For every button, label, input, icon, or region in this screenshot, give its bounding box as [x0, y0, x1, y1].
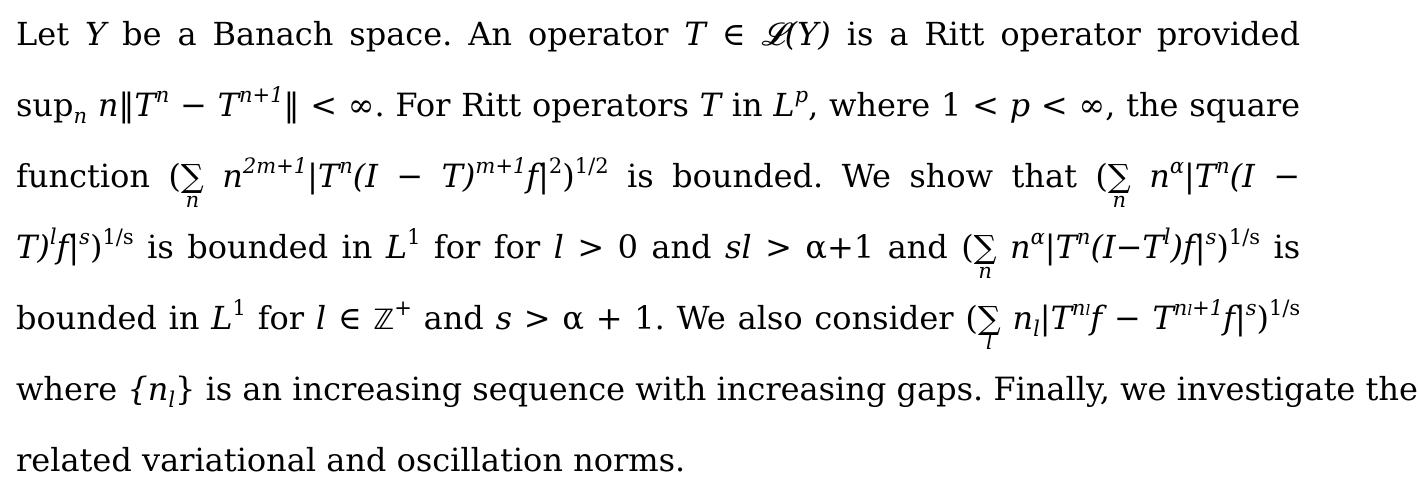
word: function — [16, 157, 150, 195]
math-expr: $L^p$, where 1 < p < ∞, the square — [773, 83, 1301, 124]
abstract-line-3 — [16, 154, 1301, 212]
abstract-line-5 — [16, 296, 1301, 354]
math-var: sl — [725, 228, 752, 266]
word: in — [731, 86, 763, 124]
text-segment: For Ritt operators — [395, 86, 689, 124]
math-expr: > α + 1. — [523, 299, 665, 337]
abstract-line-2 — [16, 83, 1301, 128]
text-segment: An operator — [468, 15, 669, 53]
math-expr: $\{n_l\}$ — [127, 370, 196, 412]
math-expr: > α+1 and — [765, 228, 948, 266]
word: and — [423, 299, 484, 337]
math-var: l — [553, 228, 564, 266]
text-segment: is a Ritt operator provided — [846, 15, 1301, 53]
word: where — [16, 370, 118, 408]
math-expr: (∑ l $n_l|T^{nl}f - T^{nl+1}f|^s)^{1/s}$ — [965, 296, 1301, 354]
math-expr: $L^1$ — [385, 225, 421, 266]
math-var: s — [495, 299, 512, 337]
math-symbol: ∈ — [721, 15, 746, 53]
math-expr: (∑ n $n^\alpha|T^n(I-T^l)f|^s)^{1/s}$ — [961, 225, 1261, 283]
text-segment: is bounded in — [147, 228, 373, 266]
text-segment: be a Banach space. — [122, 15, 453, 53]
text-segment: Finally, we investigate the — [993, 370, 1418, 408]
text-segment: We show that — [841, 157, 1077, 195]
word: Let — [16, 15, 70, 53]
abstract-line-7 — [16, 440, 1300, 480]
text-segment: is an increasing sequence with increasing gaps. — [205, 370, 984, 408]
text-segment: related variational and oscillation norms. — [16, 441, 686, 479]
text-segment: > 0 and — [577, 228, 712, 266]
math-expr: sup$_n$ $n‖T^n$ − $T^{n+1}‖$ < ∞. — [16, 83, 385, 128]
text-segment: We also consider — [676, 299, 954, 337]
word: for — [257, 299, 305, 337]
word: is — [1273, 228, 1301, 266]
math-expr: $L^1$ — [211, 296, 246, 337]
math-var: T — [699, 86, 722, 124]
math-expr: l ∈ ℤ+ — [315, 296, 412, 337]
math-var: Y — [85, 15, 107, 53]
math-expr: $T)^lf|^s)^{1/s}$ — [16, 225, 134, 266]
text-segment: bounded in — [16, 299, 200, 337]
text-segment: for for — [433, 228, 541, 266]
abstract-line-1 — [16, 14, 1300, 54]
abstract-line-6 — [16, 369, 1418, 412]
math-expr: (∑ n $n^{2m+1}|T^n(I - T)^{m+1}f|^2)^{1/2}$ — [168, 154, 609, 212]
abstract-line-4 — [16, 225, 1301, 283]
math-expr: 𝓛(Y) — [761, 15, 831, 53]
math-var: T — [684, 15, 706, 53]
text-segment: is bounded. — [627, 157, 824, 195]
math-expr: (∑ n $n^\alpha|T^n(I$ − — [1095, 154, 1301, 212]
